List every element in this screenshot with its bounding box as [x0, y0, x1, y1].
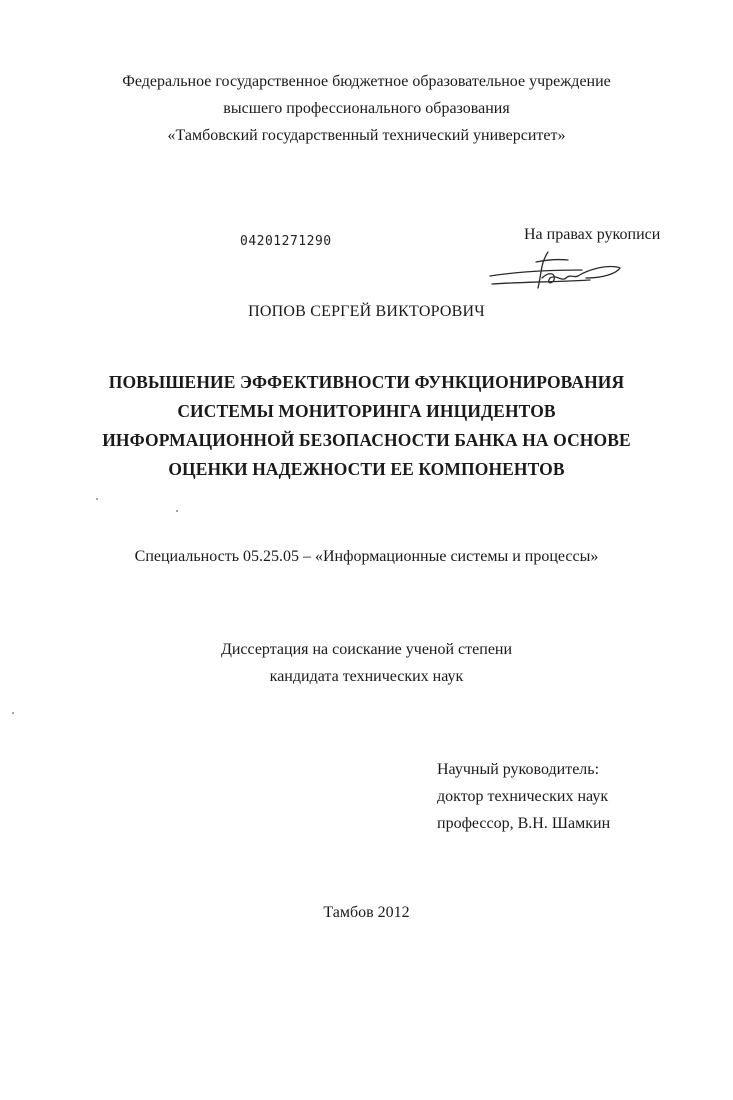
- degree-line-1: Диссертация на соискание ученой степени: [220, 641, 513, 658]
- scan-speck: [96, 498, 98, 500]
- supervisor-block: [437, 756, 610, 837]
- supervisor-name: профессор, В.Н. Шамкин: [437, 815, 611, 832]
- institution-line-3: «Тамбовский государственный технический университет»: [167, 127, 566, 144]
- title-line-2: СИСТЕМЫ МОНИТОРИНГА ИНЦИДЕНТОВ: [177, 401, 556, 421]
- degree-line-2: кандидата технических наук: [269, 668, 464, 685]
- specialty-line: Специальность 05.25.05 – «Информационные системы и процессы»: [134, 548, 599, 565]
- institution-header: [0, 68, 733, 149]
- degree-statement: [0, 636, 733, 690]
- scan-speck: [12, 712, 14, 714]
- dissertation-title: [0, 368, 733, 484]
- supervisor-degree: доктор технических наук: [437, 788, 609, 805]
- scan-speck: [176, 510, 178, 512]
- title-line-3: ИНФОРМАЦИОННОЙ БЕЗОПАСНОСТИ БАНКА НА ОСНОВЕ: [102, 430, 631, 450]
- city-year: Тамбов 2012: [323, 904, 410, 921]
- title-line-4: ОЦЕНКИ НАДЕЖНОСТИ ЕЕ КОМПОНЕНТОВ: [168, 459, 565, 479]
- document-number: 04201271290: [240, 234, 332, 249]
- manuscript-note: На правах рукописи: [524, 226, 661, 243]
- institution-line-1: Федеральное государственное бюджетное образовательное учреждение: [122, 73, 611, 90]
- supervisor-label: Научный руководитель:: [437, 761, 600, 778]
- institution-line-2: высшего профессионального образования: [223, 100, 510, 117]
- signature-image: [486, 248, 626, 292]
- author-name: ПОПОВ СЕРГЕЙ ВИКТОРОВИЧ: [248, 303, 485, 320]
- title-line-1: ПОВЫШЕНИЕ ЭФФЕКТИВНОСТИ ФУНКЦИОНИРОВАНИЯ: [108, 372, 625, 392]
